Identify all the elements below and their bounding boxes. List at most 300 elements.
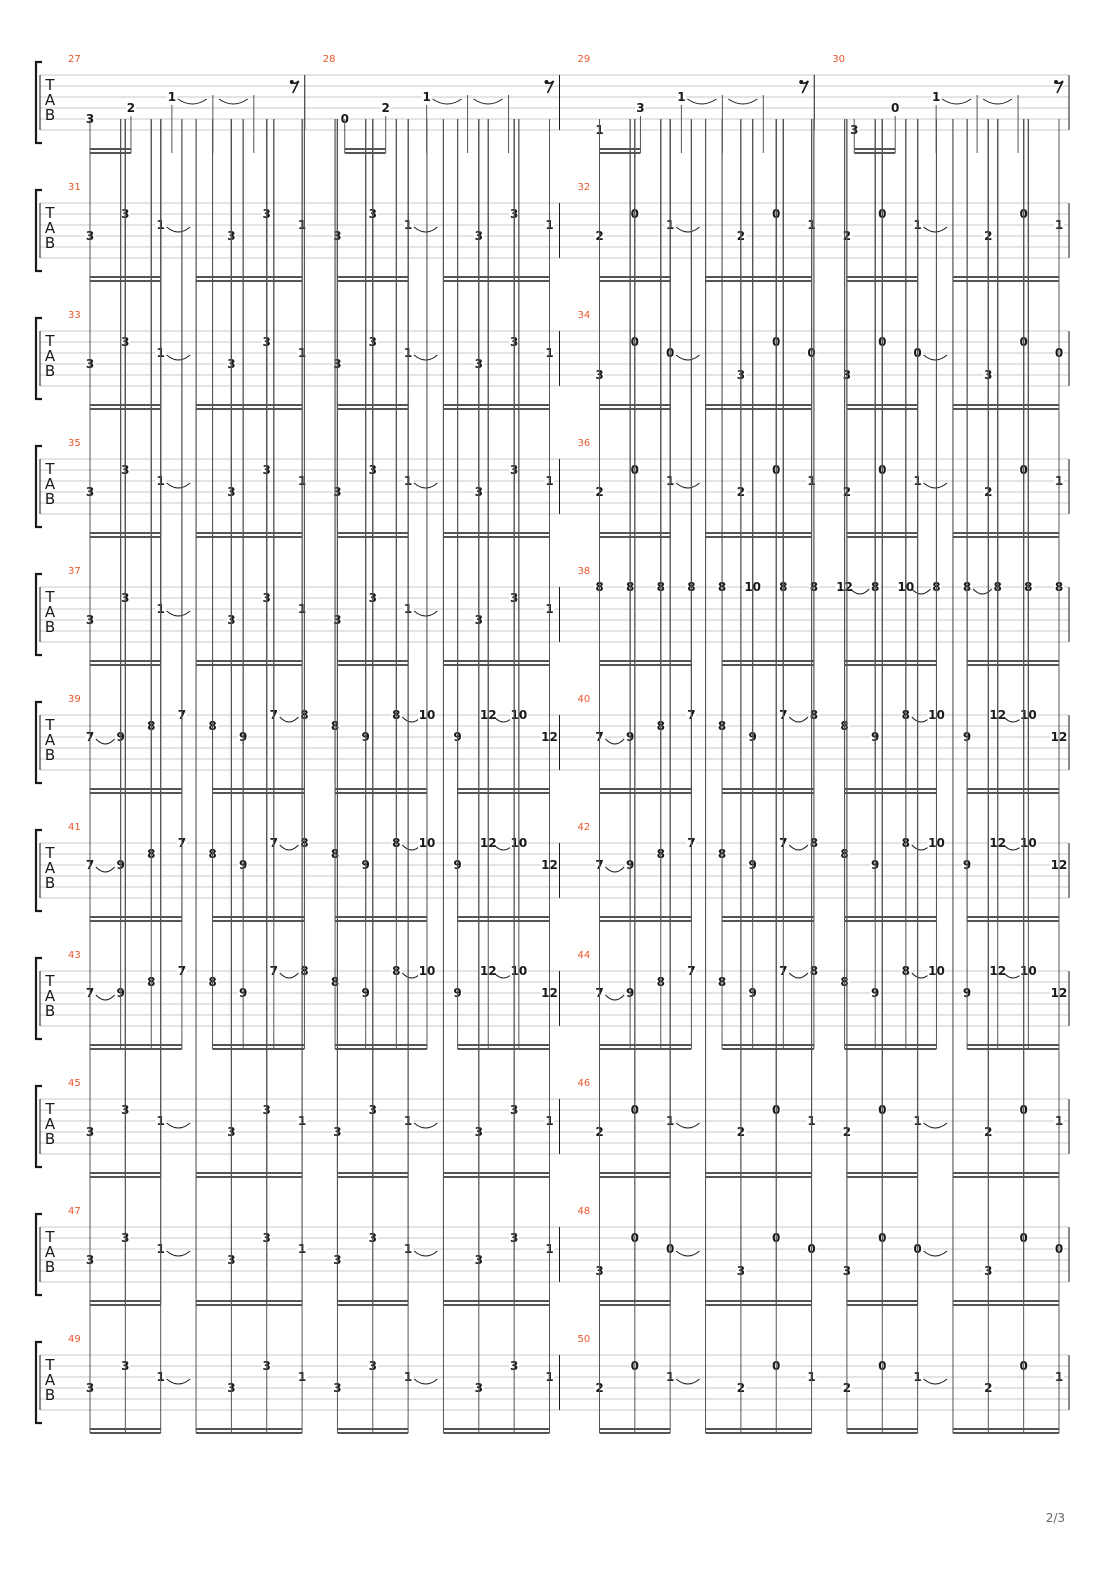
measure-number: 49 xyxy=(68,1334,81,1345)
fret-number: 1 xyxy=(422,90,431,104)
fret-number: 1 xyxy=(545,602,554,616)
fret-number: 8 xyxy=(901,964,911,978)
fret-number: 1 xyxy=(403,1370,413,1384)
fret-number: 0 xyxy=(878,335,887,349)
fret-number: 0 xyxy=(1054,346,1064,360)
tab-clef-letter: A xyxy=(44,1115,56,1133)
fret-number: 8 xyxy=(595,580,604,594)
fret-number: 9 xyxy=(238,986,248,1000)
fret-number: 1 xyxy=(666,474,675,488)
tab-clef-letter: T xyxy=(45,460,55,478)
fret-number: 2 xyxy=(842,1125,852,1139)
fret-number: 9 xyxy=(871,730,880,744)
fret-number: 0 xyxy=(666,346,675,360)
fret-number: 3 xyxy=(368,591,377,605)
fret-number: 3 xyxy=(509,1103,519,1117)
fret-number: 9 xyxy=(962,730,972,744)
fret-number: 0 xyxy=(1019,1359,1028,1373)
fret-number: 10 xyxy=(1020,964,1037,978)
fret-number: 3 xyxy=(262,1103,271,1117)
fret-number: 1 xyxy=(297,218,307,232)
fret-number: 7 xyxy=(595,858,604,872)
fret-number: 0 xyxy=(772,1231,781,1245)
fret-number: 9 xyxy=(748,858,757,872)
tab-clef-letter: T xyxy=(45,716,55,734)
fret-number: 3 xyxy=(121,207,130,221)
tie-arc xyxy=(924,1123,947,1128)
fret-number: 3 xyxy=(227,1125,236,1139)
fret-number: 3 xyxy=(85,357,95,371)
fret-number: 0 xyxy=(772,335,781,349)
tie-arc xyxy=(676,1251,699,1256)
fret-number: 8 xyxy=(330,975,340,989)
fret-number: 1 xyxy=(545,218,554,232)
fret-number: 7 xyxy=(85,986,95,1000)
fret-number: 0 xyxy=(807,1242,816,1256)
fret-number: 3 xyxy=(121,1231,130,1245)
rest-dot xyxy=(290,80,294,84)
fret-number: 9 xyxy=(453,858,462,872)
measure-number: 42 xyxy=(577,822,591,833)
fret-number: 1 xyxy=(807,1114,816,1128)
fret-number: 8 xyxy=(625,580,635,594)
fret-number: 9 xyxy=(625,730,635,744)
fret-number: 1 xyxy=(167,90,177,104)
fret-number: 0 xyxy=(878,463,887,477)
fret-number: 7 xyxy=(779,836,788,850)
fret-number: 8 xyxy=(840,847,849,861)
measure-number: 34 xyxy=(577,310,591,321)
fret-number: 8 xyxy=(330,719,340,733)
fret-number: 9 xyxy=(748,986,757,1000)
tie-arc xyxy=(676,483,699,488)
fret-number: 2 xyxy=(381,101,390,115)
fret-number: 3 xyxy=(262,207,271,221)
fret-number: 10 xyxy=(928,964,945,978)
tie-arc xyxy=(167,483,190,488)
fret-number: 8 xyxy=(840,975,849,989)
tie-arc xyxy=(924,1251,947,1256)
tie-arc xyxy=(474,99,503,104)
fret-number: 10 xyxy=(510,708,528,722)
fret-number: 1 xyxy=(807,474,816,488)
fret-number: 3 xyxy=(509,207,519,221)
measure-number: 35 xyxy=(68,438,81,449)
rest-dot xyxy=(1054,80,1058,84)
fret-number: 3 xyxy=(121,1103,130,1117)
measure-number: 40 xyxy=(577,694,591,705)
fret-number: 12 xyxy=(836,580,853,594)
tie-arc xyxy=(167,1379,190,1384)
tie-arc xyxy=(606,995,625,1000)
tie-arc xyxy=(96,739,115,744)
tab-clef-letter: A xyxy=(44,731,56,749)
fret-number: 10 xyxy=(418,964,436,978)
fret-number: 8 xyxy=(208,975,217,989)
tie-arc xyxy=(973,589,992,594)
fret-number: 9 xyxy=(361,858,370,872)
fret-number: 0 xyxy=(630,463,640,477)
fret-number: 9 xyxy=(625,986,635,1000)
fret-number: 0 xyxy=(1019,207,1028,221)
fret-number: 8 xyxy=(147,975,156,989)
fret-number: 9 xyxy=(962,858,972,872)
fret-number: 2 xyxy=(736,485,746,499)
fret-number: 8 xyxy=(1024,580,1033,594)
fret-number: 10 xyxy=(897,580,915,594)
fret-number: 9 xyxy=(871,986,880,1000)
measure-number: 44 xyxy=(577,950,591,961)
fret-number: 3 xyxy=(474,1253,483,1267)
fret-number: 7 xyxy=(595,730,604,744)
fret-number: 3 xyxy=(474,357,483,371)
fret-number: 7 xyxy=(687,708,696,722)
fret-number: 8 xyxy=(717,847,727,861)
system-bracket xyxy=(36,190,42,271)
fret-number: 0 xyxy=(913,1242,922,1256)
fret-number: 1 xyxy=(807,218,816,232)
tab-clef-letter: A xyxy=(44,347,56,365)
fret-number: 3 xyxy=(474,613,483,627)
system-bracket xyxy=(36,446,42,527)
fret-number: 10 xyxy=(510,964,528,978)
fret-number: 1 xyxy=(807,1370,816,1384)
tie-arc xyxy=(414,227,437,232)
tie-arc xyxy=(219,99,248,104)
fret-number: 7 xyxy=(687,964,696,978)
fret-number: 3 xyxy=(368,1359,377,1373)
page-number: 2/3 xyxy=(1045,1511,1065,1525)
tab-clef-letter: B xyxy=(44,1258,56,1276)
fret-number: 7 xyxy=(779,708,788,722)
tab-clef-letter: A xyxy=(44,1371,56,1389)
fret-number: 9 xyxy=(625,858,635,872)
measure-number: 43 xyxy=(68,950,81,961)
fret-number: 1 xyxy=(156,1370,165,1384)
fret-number: 3 xyxy=(509,463,519,477)
fret-number: 3 xyxy=(636,101,645,115)
tie-arc xyxy=(983,99,1012,104)
tie-arc xyxy=(924,483,947,488)
fret-number: 1 xyxy=(595,123,604,137)
measure-number: 46 xyxy=(577,1078,591,1089)
fret-number: 9 xyxy=(871,858,880,872)
tab-clef-letter: T xyxy=(45,972,55,990)
fret-number: 1 xyxy=(666,1114,675,1128)
rest-dot xyxy=(799,80,803,84)
fret-number: 3 xyxy=(595,1264,604,1278)
fret-number: 0 xyxy=(878,1103,887,1117)
fret-number: 8 xyxy=(993,580,1002,594)
tie-arc xyxy=(167,227,190,232)
system-bracket xyxy=(36,1086,42,1167)
fret-number: 0 xyxy=(630,1359,640,1373)
fret-number: 12 xyxy=(1050,858,1068,872)
tie-arc xyxy=(96,995,115,1000)
fret-number: 8 xyxy=(1054,580,1064,594)
system-bracket xyxy=(36,1342,42,1423)
fret-number: 8 xyxy=(717,975,727,989)
fret-number: 0 xyxy=(913,346,922,360)
fret-number: 1 xyxy=(156,1242,165,1256)
fret-number: 1 xyxy=(403,1242,413,1256)
tab-clef-letter: T xyxy=(45,1228,55,1246)
fret-number: 1 xyxy=(297,474,307,488)
fret-number: 9 xyxy=(962,986,972,1000)
tab-clef-letter: A xyxy=(44,987,56,1005)
measure-number: 29 xyxy=(577,54,591,65)
fret-number: 0 xyxy=(340,112,349,126)
fret-number: 0 xyxy=(878,207,887,221)
tie-arc xyxy=(167,355,190,360)
fret-number: 8 xyxy=(717,580,727,594)
fret-number: 1 xyxy=(1054,474,1064,488)
measure-number: 31 xyxy=(68,182,81,193)
tab-clef-letter: A xyxy=(44,219,56,237)
fret-number: 1 xyxy=(666,1370,675,1384)
fret-number: 1 xyxy=(1054,218,1064,232)
fret-number: 8 xyxy=(300,708,309,722)
tab-clef-letter: B xyxy=(44,234,56,252)
fret-number: 3 xyxy=(736,1264,746,1278)
fret-number: 3 xyxy=(262,1359,271,1373)
tie-arc xyxy=(280,845,299,850)
tab-clef-letter: A xyxy=(44,91,56,109)
fret-number: 3 xyxy=(121,335,130,349)
fret-number: 3 xyxy=(509,591,519,605)
fret-number: 8 xyxy=(147,847,156,861)
fret-number: 3 xyxy=(227,1381,236,1395)
fret-number: 1 xyxy=(403,218,413,232)
fret-number: 7 xyxy=(85,858,95,872)
tab-clef-letter: T xyxy=(45,332,55,350)
fret-number: 3 xyxy=(262,591,271,605)
fret-number: 8 xyxy=(208,719,217,733)
fret-number: 9 xyxy=(361,730,370,744)
fret-number: 2 xyxy=(984,1125,993,1139)
fret-number: 1 xyxy=(913,218,922,232)
fret-number: 7 xyxy=(177,708,187,722)
fret-number: 7 xyxy=(269,708,278,722)
fret-number: 3 xyxy=(474,229,483,243)
fret-number: 3 xyxy=(333,1381,342,1395)
fret-number: 0 xyxy=(807,346,816,360)
fret-number: 3 xyxy=(262,1231,271,1245)
fret-number: 10 xyxy=(418,708,436,722)
fret-number: 3 xyxy=(227,1253,236,1267)
fret-number: 9 xyxy=(361,986,370,1000)
fret-number: 2 xyxy=(595,1381,604,1395)
fret-number: 3 xyxy=(368,1103,377,1117)
system-bracket xyxy=(36,1214,42,1295)
fret-number: 3 xyxy=(227,613,236,627)
tab-clef-letter: T xyxy=(45,1356,55,1374)
fret-number: 10 xyxy=(418,836,436,850)
fret-number: 8 xyxy=(656,847,665,861)
fret-number: 1 xyxy=(545,474,554,488)
measure-number: 50 xyxy=(577,1334,591,1345)
tie-arc xyxy=(606,739,625,744)
tab-clef-letter: B xyxy=(44,490,56,508)
fret-number: 12 xyxy=(541,730,558,744)
tab-clef-letter: B xyxy=(44,1002,56,1020)
measure-number: 47 xyxy=(68,1206,81,1217)
fret-number: 9 xyxy=(116,986,125,1000)
fret-number: 3 xyxy=(842,368,852,382)
fret-number: 1 xyxy=(545,346,554,360)
fret-number: 12 xyxy=(479,836,497,850)
fret-number: 2 xyxy=(126,101,136,115)
tab-clef-letter: A xyxy=(44,603,56,621)
fret-number: 12 xyxy=(479,708,497,722)
fret-number: 3 xyxy=(262,463,271,477)
fret-number: 7 xyxy=(85,730,95,744)
fret-number: 1 xyxy=(403,602,413,616)
fret-number: 8 xyxy=(717,719,727,733)
tie-arc xyxy=(676,1379,699,1384)
tab-clef-letter: B xyxy=(44,1130,56,1148)
fret-number: 1 xyxy=(913,474,922,488)
fret-number: 1 xyxy=(297,1370,307,1384)
tab-clef-letter: T xyxy=(45,204,55,222)
fret-number: 8 xyxy=(962,580,972,594)
fret-number: 0 xyxy=(772,207,781,221)
fret-number: 9 xyxy=(116,858,125,872)
measure-number: 36 xyxy=(577,438,591,449)
fret-number: 3 xyxy=(227,357,236,371)
measure-number: 32 xyxy=(577,182,591,193)
system-bracket xyxy=(36,702,42,783)
fret-number: 8 xyxy=(809,580,819,594)
fret-number: 7 xyxy=(595,986,604,1000)
tie-arc xyxy=(789,973,808,978)
fret-number: 2 xyxy=(736,1125,746,1139)
fret-number: 12 xyxy=(1050,986,1068,1000)
fret-number: 9 xyxy=(453,730,462,744)
fret-number: 12 xyxy=(541,986,558,1000)
fret-number: 1 xyxy=(1054,1370,1064,1384)
fret-number: 3 xyxy=(85,1253,95,1267)
fret-number: 10 xyxy=(928,708,945,722)
fret-number: 8 xyxy=(932,580,941,594)
fret-number: 8 xyxy=(656,975,665,989)
fret-number: 3 xyxy=(333,229,342,243)
fret-number: 3 xyxy=(368,207,377,221)
fret-number: 3 xyxy=(368,335,377,349)
fret-number: 0 xyxy=(1054,1242,1064,1256)
fret-number: 3 xyxy=(333,613,342,627)
fret-number: 10 xyxy=(510,836,528,850)
measure-number: 37 xyxy=(68,566,81,577)
fret-number: 8 xyxy=(300,836,309,850)
tie-arc xyxy=(687,99,716,104)
fret-number: 1 xyxy=(156,1114,165,1128)
tie-arc xyxy=(789,845,808,850)
fret-number: 3 xyxy=(85,1125,95,1139)
fret-number: 8 xyxy=(392,964,401,978)
fret-number: 10 xyxy=(744,580,762,594)
fret-number: 7 xyxy=(177,836,187,850)
fret-number: 0 xyxy=(630,207,640,221)
fret-number: 8 xyxy=(392,708,401,722)
fret-number: 3 xyxy=(984,1264,993,1278)
fret-number: 9 xyxy=(453,986,462,1000)
fret-number: 1 xyxy=(297,346,307,360)
fret-number: 3 xyxy=(474,485,483,499)
tab-clef-letter: T xyxy=(45,588,55,606)
fret-number: 3 xyxy=(333,357,342,371)
tie-arc xyxy=(789,717,808,722)
fret-number: 8 xyxy=(901,836,911,850)
fret-number: 12 xyxy=(989,836,1007,850)
measure-number: 45 xyxy=(68,1078,81,1089)
fret-number: 0 xyxy=(1019,463,1028,477)
fret-number: 3 xyxy=(984,368,993,382)
fret-number: 0 xyxy=(878,1231,887,1245)
fret-number: 3 xyxy=(474,1381,483,1395)
tie-arc xyxy=(96,867,115,872)
fret-number: 3 xyxy=(736,368,746,382)
fret-number: 3 xyxy=(509,335,519,349)
system-bracket xyxy=(36,574,42,655)
tab-clef-letter: B xyxy=(44,1386,56,1404)
fret-number: 7 xyxy=(177,964,187,978)
fret-number: 8 xyxy=(687,580,696,594)
tie-arc xyxy=(676,227,699,232)
measure-number: 27 xyxy=(68,54,81,65)
fret-number: 1 xyxy=(403,1114,413,1128)
tie-arc xyxy=(942,99,971,104)
fret-number: 2 xyxy=(984,229,993,243)
fret-number: 8 xyxy=(656,719,665,733)
fret-number: 12 xyxy=(1050,730,1068,744)
measure-number: 39 xyxy=(68,694,81,705)
fret-number: 3 xyxy=(85,112,95,126)
tie-arc xyxy=(167,1123,190,1128)
tie-arc xyxy=(167,1251,190,1256)
fret-number: 1 xyxy=(545,1242,554,1256)
fret-number: 2 xyxy=(842,485,852,499)
fret-number: 3 xyxy=(842,1264,852,1278)
tie-arc xyxy=(280,973,299,978)
fret-number: 1 xyxy=(931,90,941,104)
rest-dot xyxy=(545,80,549,84)
fret-number: 0 xyxy=(772,1359,781,1373)
fret-number: 1 xyxy=(297,602,307,616)
fret-number: 8 xyxy=(901,708,911,722)
fret-number: 8 xyxy=(809,964,819,978)
tab-clef-letter: B xyxy=(44,618,56,636)
tab-clef-letter: B xyxy=(44,106,56,124)
fret-number: 0 xyxy=(1019,335,1028,349)
fret-number: 9 xyxy=(748,730,757,744)
fret-number: 9 xyxy=(238,730,248,744)
fret-number: 3 xyxy=(85,485,95,499)
tab-clef-letter: B xyxy=(44,362,56,380)
fret-number: 1 xyxy=(1054,1114,1064,1128)
tie-arc xyxy=(178,99,207,104)
tie-arc xyxy=(728,99,757,104)
fret-number: 0 xyxy=(891,101,900,115)
fret-number: 2 xyxy=(595,1125,604,1139)
system-bracket xyxy=(36,958,42,1039)
fret-number: 1 xyxy=(545,1114,554,1128)
fret-number: 0 xyxy=(630,335,640,349)
fret-number: 2 xyxy=(984,485,993,499)
tie-arc xyxy=(924,227,947,232)
fret-number: 7 xyxy=(687,836,696,850)
fret-number: 2 xyxy=(736,229,746,243)
